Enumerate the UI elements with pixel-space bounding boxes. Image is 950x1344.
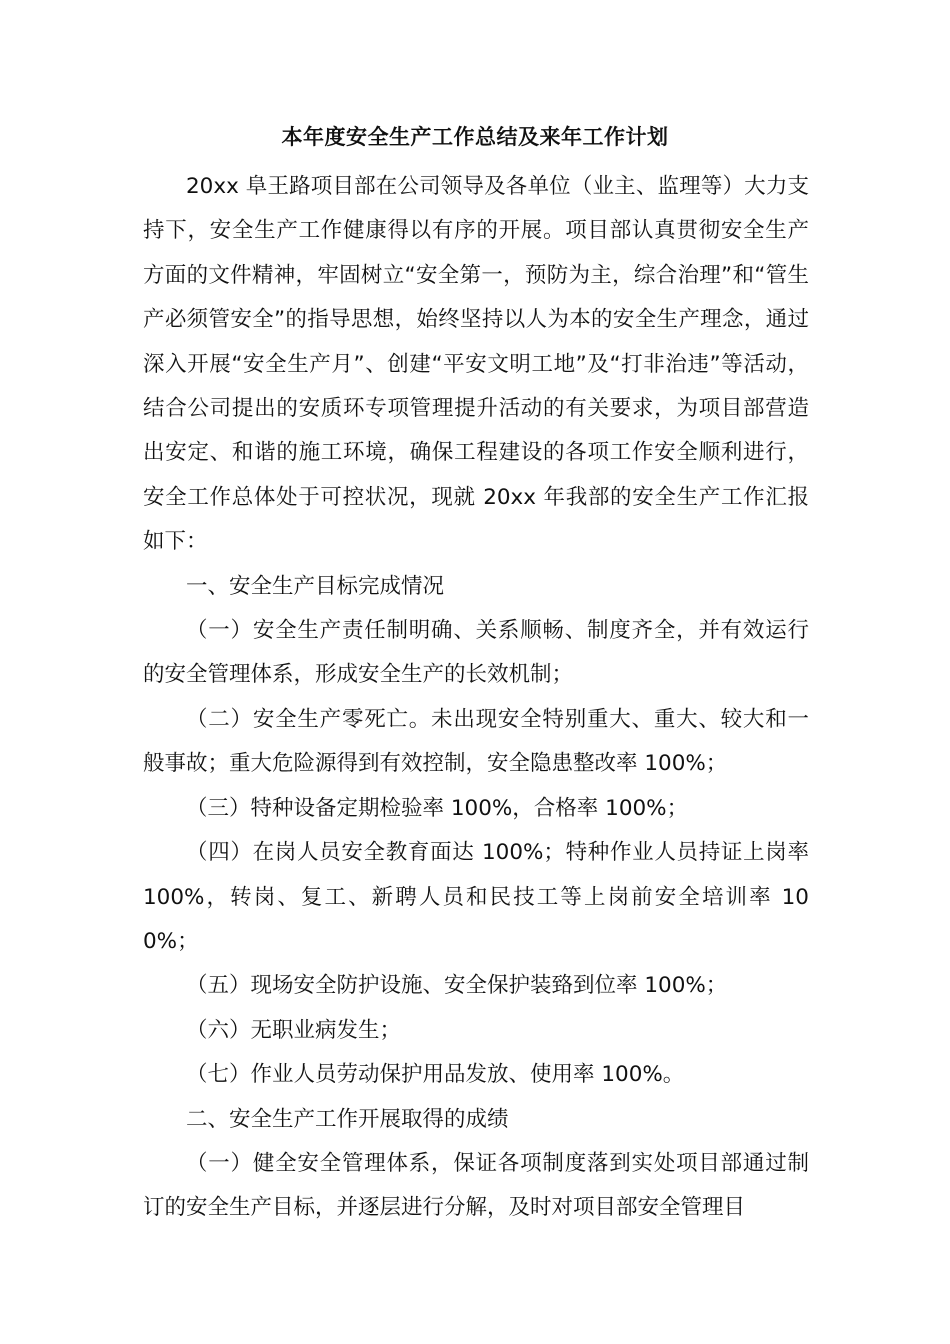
goal-item-4: （四）在岗人员安全教育面达 100%；特种作业人员持证上岗率 100%，转岗、复工、新聘人员和民技工等上岗前安全培训率 100%； <box>143 840 809 954</box>
achievement-item-1: （一）健全安全管理体系，保证各项制度落到实处项目部通过制订的安全生产目标，并逐层进行分解，及时对项目部安全管理目 <box>143 1150 809 1221</box>
section-heading-1: 一、安全生产目标完成情况 <box>186 573 445 599</box>
goal-item-3: （三）特种设备定期检验率 100%，合格率 100%； <box>186 795 689 821</box>
document-title: 本年度安全生产工作总结及来年工作计划 <box>281 125 669 149</box>
paragraph-intro: 20xx 阜王路项目部在公司领导及各单位（业主、监理等）大力支持下，安全生产工作健康得以有序的开展。项目部认真贯彻安全生产方面的文件精神，牢固树立“安全第一，预防为主，综合治理”和“管生产必须管安全”的指导思想，始终坚持以人为本的安全生产理念，通过深入开展“安全生产月”、创建“平安文明工地”及“打非治违”等活动，结合公司提出的安质环专项管理提升活动的有关要求，为项目部营造出安定、和谐的施工环境，确保工程建设的各项工作安全顺利进行，安全工作总体处于可控状况，现就 20xx 年我部的安全生产工作汇报如下： <box>143 174 809 555</box>
goal-item-5: （五）现场安全防护设施、安全保护装臵到位率 100%； <box>186 973 728 999</box>
document-body <box>143 165 809 1231</box>
goal-item-2: （二）安全生产零死亡。未出现安全特别重大、重大、较大和一般事故；重大危险源得到有效控制，安全隐患整改率 100%； <box>143 706 809 777</box>
goal-item-6: （六）无职业病发生； <box>186 1017 402 1043</box>
goal-item-1: （一）安全生产责任制明确、关系顺畅、制度齐全，并有效运行的安全管理体系，形成安全生产的长效机制； <box>143 618 809 688</box>
goal-item-7: （七）作业人员劳动保护用品发放、使用率 100%。 <box>186 1062 685 1088</box>
section-heading-2: 二、安全生产工作开展取得的成绩 <box>186 1106 509 1132</box>
